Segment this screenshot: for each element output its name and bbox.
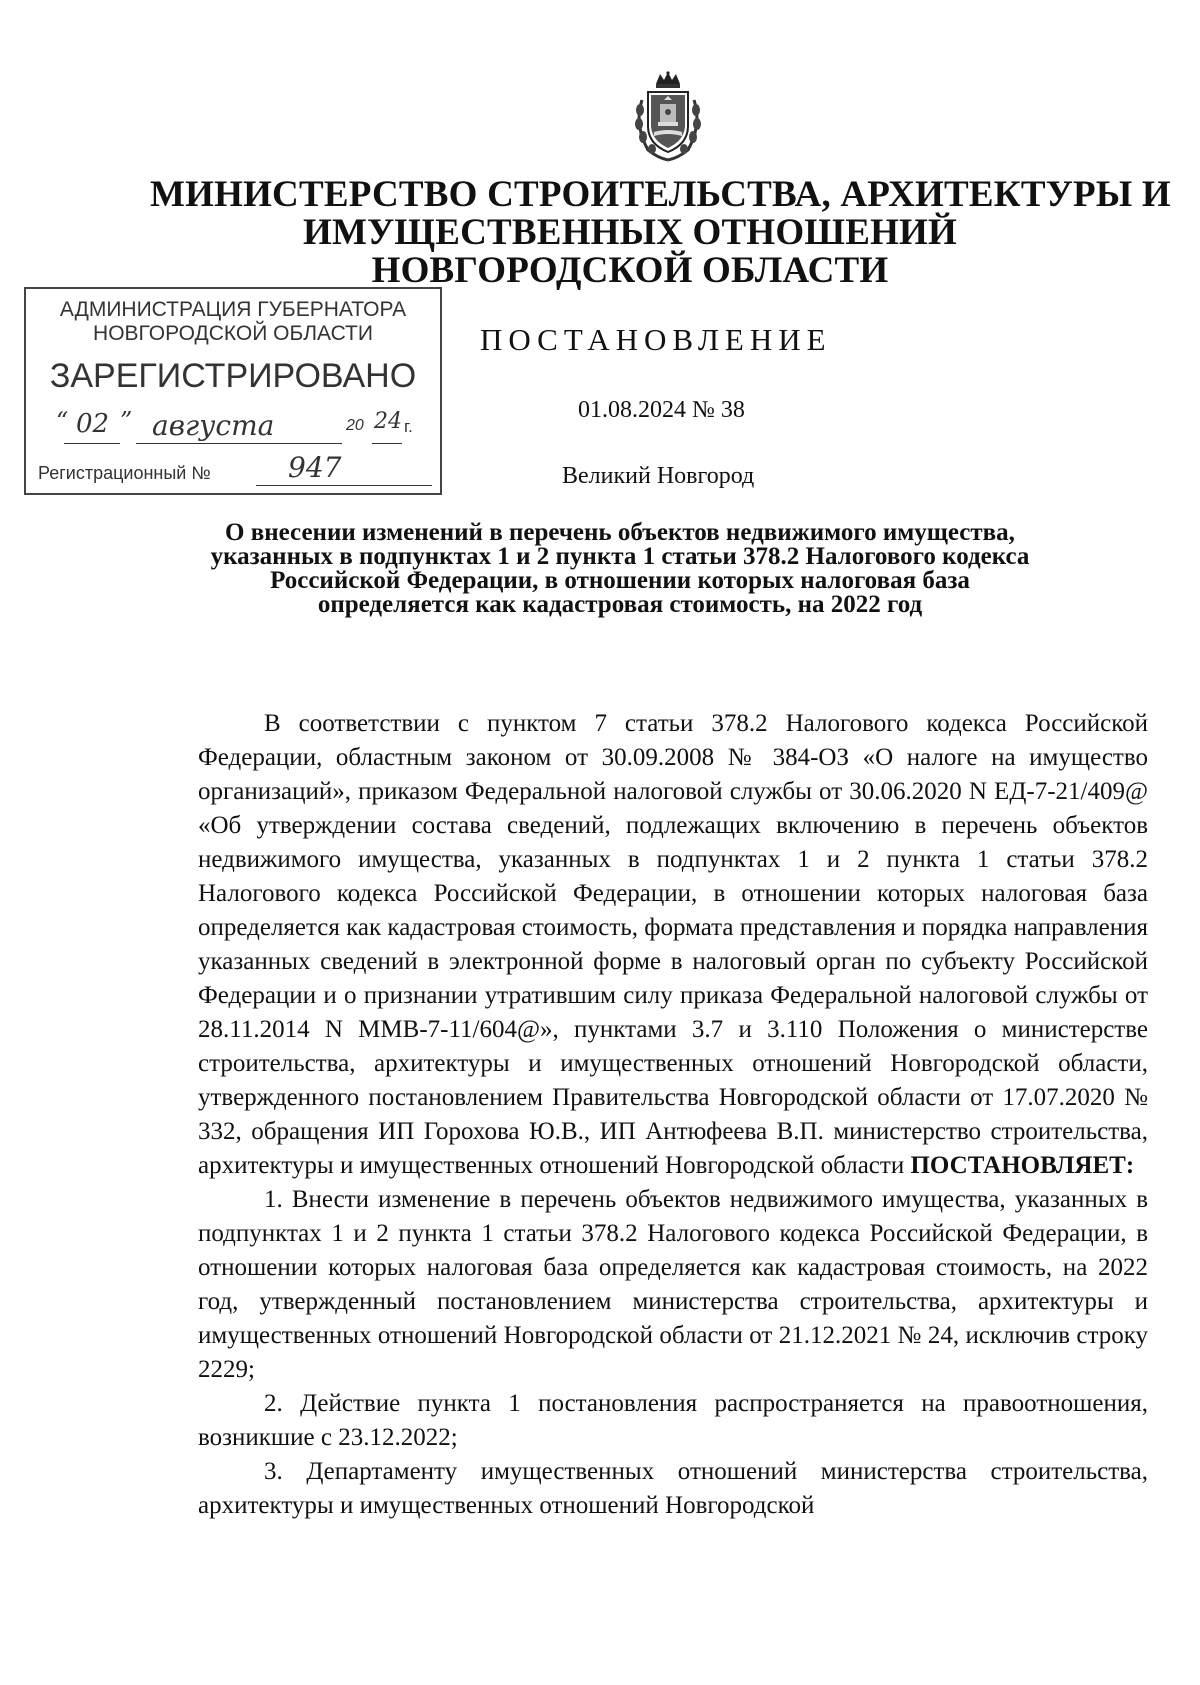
subject-line-3: Российской Федерации, в отношении которых налоговая база [270, 567, 970, 594]
ministry-line-2: ИМУЩЕСТВЕННЫХ ОТНОШЕНИЙ [302, 212, 958, 253]
subject-line-1: О внесении изменений в перечень объектов недвижимого имущества, [225, 519, 1015, 546]
novgorod-coat-of-arms-icon [630, 70, 706, 162]
ministry-name [150, 174, 1171, 291]
stamp-year-suffix: 24 [374, 409, 402, 434]
stamp-year-prefix: 20 [346, 417, 364, 434]
document-body [198, 707, 1148, 1523]
stamp-year-unit: г. [404, 417, 413, 436]
stamp-date-line: “ 02 ” августа 20 24 г. [56, 407, 413, 442]
stamp-region-line: НОВГОРОДСКОЙ ОБЛАСТИ [93, 322, 373, 345]
document-subject [160, 521, 1080, 617]
document-date-number: 01.08.2024 № 38 [578, 397, 745, 423]
registration-stamp [24, 287, 442, 495]
decree-word: ПОСТАНОВЛЯЕТ: [910, 1152, 1135, 1179]
stamp-month: августа [152, 409, 275, 442]
item-1: 1. Внести изменение в перечень объектов недвижимого имущества, указанных в подпунктах 1 и 2 пункта 1 статьи 378.2 Налогового кодекса Российской Федерации, в отношении которых налоговая база определяется как кадастровая стоимость, на 2022 год, утвержденный постановлением министерства строительства, архитектуры и имущественных отношений Новгородской области от 21.12.2021 № 24, исключив строку 2229; [198, 1186, 1148, 1383]
subject-line-2: указанных в подпунктах 1 и 2 пункта 1 статьи 378.2 Налогового кодекса [210, 543, 1030, 570]
stamp-day: 02 [76, 409, 110, 439]
document-city: Великий Новгород [562, 463, 755, 489]
stamp-registered-label: ЗАРЕГИСТРИРОВАНО [49, 357, 417, 395]
document-type-title: ПОСТАНОВЛЕНИЕ [480, 322, 832, 357]
stamp-registration-number: 947 [288, 451, 342, 484]
ministry-line-3: НОВГОРОДСКОЙ ОБЛАСТИ [371, 250, 889, 291]
item-3: 3. Департаменту имущественных отношений министерства строительства, архитектуры и имущественных отношений Новгородской [198, 1458, 1148, 1519]
stamp-registration-label: Регистрационный № [38, 463, 211, 483]
item-2: 2. Действие пункта 1 постановления распространяется на правоотношения, возникшие с 23.12.2022; [198, 1390, 1148, 1451]
stamp-administration-line: АДМИНИСТРАЦИЯ ГУБЕРНАТОРА [59, 298, 407, 321]
stamp-registration-number-line [38, 451, 434, 487]
preamble-text: В соответствии с пунктом 7 статьи 378.2 Налогового кодекса Российской Федерации, областным законом от 30.09.2008 № 384-ОЗ «О налоге на имущество организаций», приказом Федеральной налоговой службы от 30.06.2020 N ЕД-7-21/409@ «Об утверждении состава сведений, подлежащих включению в перечень объектов недвижимого имущества, указанных в подпунктах 1 и 2 пункта 1 статьи 378.2 Налогового кодекса Российской Федерации, в отношении которых налоговая база определяется как кадастровая стоимость, формата представления и порядка направления указанных сведений в электронной форме в налоговый орган по субъекту Российской Федерации и о признании утратившим силу приказа Федеральной налоговой службы от 28.11.2014 N ММВ-7-11/604@», пунктами 3.7 и 3.110 Положения о министерстве строительства, архитектуры и имущественных отношений Новгородской области, утвержденного постановлением Правительства Новгородской области от 17.07.2020 № 332, обращения ИП Горохова Ю.В., ИП Антюфеева В.П. министерство строительства, архитектуры и имущественных отношений Новгородской области [198, 710, 1148, 1179]
ministry-line-1: МИНИСТЕРСТВО СТРОИТЕЛЬСТВА, АРХИТЕКТУРЫ И [150, 174, 1171, 215]
subject-line-4: определяется как кадастровая стоимость, на 2022 год [317, 591, 923, 618]
preamble-paragraph [198, 707, 1148, 1183]
